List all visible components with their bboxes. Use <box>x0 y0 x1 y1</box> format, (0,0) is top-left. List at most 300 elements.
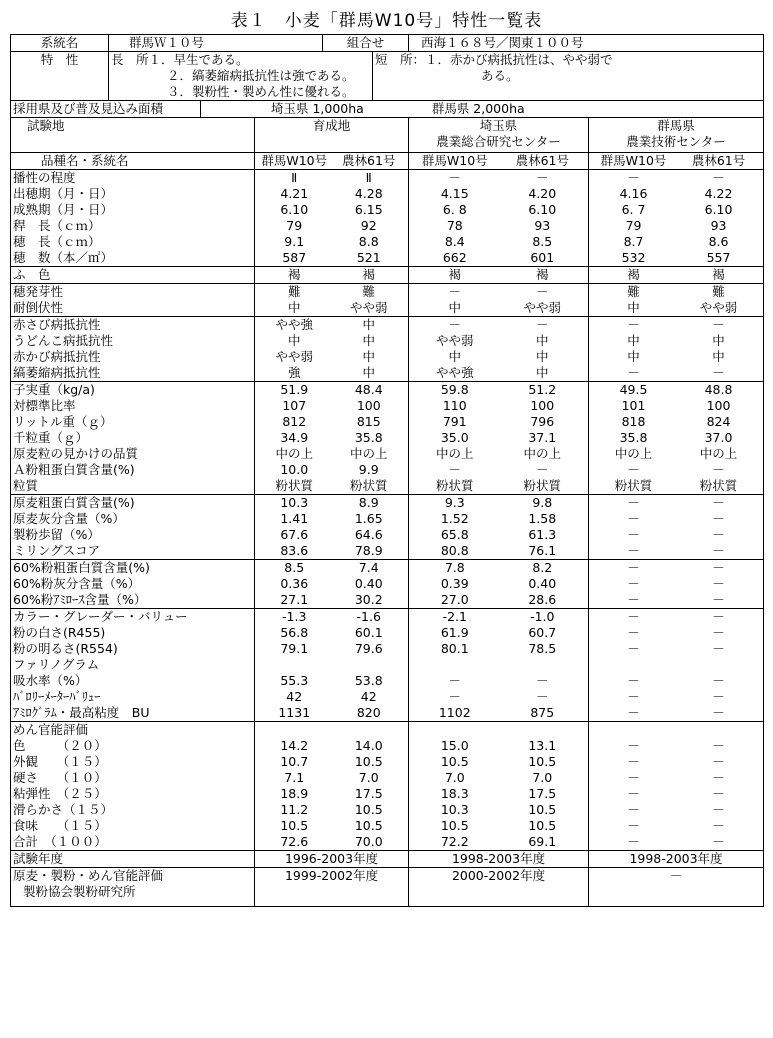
cell-value: 中 <box>536 349 549 364</box>
cell-value: 100 <box>356 398 381 413</box>
site-label: 試験地 <box>11 118 255 153</box>
cell-value: － <box>627 786 640 801</box>
table-row <box>11 802 764 818</box>
saitama-values <box>409 592 589 609</box>
gunma-values <box>589 770 764 786</box>
cell-value: 100 <box>530 398 555 413</box>
cell-value: 中 <box>287 333 301 348</box>
cell-value: － <box>448 170 462 185</box>
table-row <box>11 398 764 414</box>
gunma-values <box>589 186 764 202</box>
table-row <box>11 284 764 301</box>
cell-value: 7.4 <box>358 560 379 575</box>
cell-value: -1.0 <box>530 609 555 624</box>
cell-value: 18.3 <box>440 786 469 801</box>
breed-site-values <box>255 495 409 512</box>
cell-value: － <box>712 625 725 640</box>
variety-name: 農林61号 <box>515 153 569 168</box>
breed-site-values <box>255 738 409 754</box>
cell-value: 8.2 <box>532 560 553 575</box>
cell-value: 4.21 <box>280 186 309 201</box>
cell-value: 48.8 <box>704 382 733 397</box>
cell-value: － <box>712 673 725 688</box>
gunma-values <box>589 430 764 446</box>
row-label: 粒質 <box>11 478 255 495</box>
gunma-values <box>589 609 764 626</box>
cell-value: 11.2 <box>280 802 309 817</box>
row-label: 吸水率（%） <box>11 673 255 689</box>
cell-value: － <box>627 317 640 332</box>
saitama-values <box>409 689 589 705</box>
cell-value: -2.1 <box>442 609 467 624</box>
cell-value: 9.9 <box>358 462 379 477</box>
row-label: 赤かび病抵抗性 <box>11 349 255 365</box>
row-label: ﾊﾞﾛﾘｰﾒｰﾀｰﾊﾞﾘｭｰ <box>11 689 255 705</box>
table-row <box>11 170 764 187</box>
merit-item: 長 所１．早生である。 <box>111 52 249 67</box>
gunma-values <box>589 592 764 609</box>
cell-value: 27.0 <box>440 592 469 607</box>
cell-value: － <box>712 317 725 332</box>
cell-value: － <box>627 592 640 607</box>
eval-label <box>11 868 255 907</box>
cell-value: 107 <box>282 398 307 413</box>
cell-value: 92 <box>360 218 377 233</box>
saitama-values <box>409 560 589 577</box>
breed-site-values <box>255 365 409 382</box>
breed-site-values <box>255 625 409 641</box>
saitama-values <box>409 786 589 802</box>
cell-value: 1.52 <box>440 511 469 526</box>
cell-value: 0.40 <box>528 576 557 591</box>
breed-site-values <box>255 234 409 250</box>
cell-value: 10.5 <box>528 802 557 817</box>
saitama-values <box>409 511 589 527</box>
gunma-values <box>589 786 764 802</box>
cell-value: 褐 <box>712 267 725 282</box>
cell-value: やや強 <box>436 365 474 380</box>
table-row <box>11 495 764 512</box>
merit-item: ３．製粉性・製めん性に優れる。 <box>167 84 355 99</box>
row-label: 出穂期（月・日） <box>11 186 255 202</box>
cell-value: － <box>712 511 725 526</box>
saitama-values <box>409 802 589 818</box>
cell-value: 中 <box>448 349 462 364</box>
year-row <box>11 851 764 868</box>
cell-value: － <box>627 802 640 817</box>
table-row <box>11 786 764 802</box>
breed-site-values <box>255 722 409 739</box>
saitama-values <box>409 186 589 202</box>
page-title: 表１ 小麦「群馬W10号」特性一覧表 <box>230 11 543 31</box>
cell-value: － <box>712 495 725 510</box>
cell-value: やや弱 <box>275 349 313 364</box>
cell-value: 79.6 <box>354 641 383 656</box>
cell-value: 78.5 <box>528 641 557 656</box>
cell-value: -1.3 <box>282 609 307 624</box>
cell-value: 褐 <box>448 267 462 282</box>
saitama-values <box>409 527 589 543</box>
gunma-values <box>589 398 764 414</box>
year-breed: 1996-2003年度 <box>255 851 409 868</box>
cell-value: 76.1 <box>528 543 557 558</box>
saitama-values <box>409 218 589 234</box>
cell-value: 6.15 <box>354 202 383 217</box>
row-label: 粉の明るさ(R554) <box>11 641 255 657</box>
cell-value: やや強 <box>275 317 313 332</box>
saitama-values <box>409 609 589 626</box>
cell-value: 7.1 <box>284 770 305 785</box>
cell-value: － <box>712 592 725 607</box>
gunma-values <box>589 218 764 234</box>
cell-value: 中 <box>536 333 549 348</box>
saitama-values <box>409 576 589 592</box>
row-label: 食味 （１５） <box>11 818 255 834</box>
row-label: 成熟期（月・日） <box>11 202 255 218</box>
saitama-values <box>409 382 589 399</box>
area-gunma: 群馬県 2,000ha <box>431 101 525 116</box>
table-row <box>11 592 764 609</box>
gunma-values <box>589 300 764 317</box>
gunma-values <box>589 625 764 641</box>
cell-value: － <box>627 543 640 558</box>
cell-value: － <box>627 738 640 753</box>
area-row <box>11 101 764 118</box>
cell-value: － <box>627 170 640 185</box>
table-row <box>11 818 764 834</box>
cell-value: 9.8 <box>532 495 553 510</box>
gunma-values <box>589 446 764 462</box>
row-label: 60%粉粗蛋白質含量(%) <box>11 560 255 577</box>
cell-value: 中 <box>362 317 375 332</box>
breed-site-values <box>255 754 409 770</box>
cell-value: 78.9 <box>354 543 383 558</box>
cell-value: 中の上 <box>699 446 738 461</box>
row-label: Ａ粉粗蛋白質含量(%) <box>11 462 255 478</box>
row-label: 合計 （１００） <box>11 834 255 851</box>
cell-value: 粉状質 <box>349 478 388 493</box>
cell-value: － <box>712 754 725 769</box>
cell-value: 1131 <box>278 705 311 720</box>
gunma-values <box>589 802 764 818</box>
eval-row <box>11 868 764 907</box>
cell-value: － <box>627 560 640 575</box>
gunma-values <box>589 267 764 284</box>
cell-value: 10.5 <box>354 802 383 817</box>
cell-value: － <box>712 560 725 575</box>
cell-value: 1.58 <box>528 511 557 526</box>
gunma-values <box>589 818 764 834</box>
cell-value: － <box>712 609 725 624</box>
variety-name: 農林61号 <box>691 153 746 168</box>
table-row <box>11 705 764 722</box>
saitama-values <box>409 317 589 334</box>
cell-value: 10.7 <box>280 754 309 769</box>
cell-value: － <box>536 462 549 477</box>
cell-value: － <box>712 802 725 817</box>
eval-label-line: 製粉協会製粉研究所 <box>23 884 136 899</box>
saitama-values <box>409 250 589 267</box>
row-label: 60%粉ｱﾐﾛｰｽ含量（%） <box>11 592 255 609</box>
cell-value: 37.0 <box>704 430 733 445</box>
cell-value: 0.40 <box>354 576 383 591</box>
cell-value: 14.2 <box>280 738 309 753</box>
cell-value: 中 <box>627 333 640 348</box>
cell-value: 中 <box>448 300 462 315</box>
table-row <box>11 218 764 234</box>
table-row <box>11 689 764 705</box>
cell-value: 820 <box>356 705 381 720</box>
row-label: 千粒重（ｇ） <box>11 430 255 446</box>
cell-value: 27.1 <box>280 592 309 607</box>
breed-site-values <box>255 414 409 430</box>
cell-value: 褐 <box>362 267 375 282</box>
breed-site-values <box>255 446 409 462</box>
cell-value: 難 <box>712 284 725 299</box>
cell-value: 粉状質 <box>523 478 562 493</box>
cell-value: 中 <box>712 333 725 348</box>
saitama-values <box>409 300 589 317</box>
cell-value: 55.3 <box>280 673 309 688</box>
cell-value: 79 <box>625 218 642 233</box>
cell-value: 0.36 <box>280 576 309 591</box>
cell-value: 4.15 <box>440 186 469 201</box>
breed-site-values <box>255 657 409 673</box>
breed-site-values <box>255 576 409 592</box>
gunma-values <box>589 349 764 365</box>
cell-value: Ⅱ <box>365 170 372 185</box>
cell-value: 13.1 <box>528 738 557 753</box>
table-row <box>11 382 764 399</box>
cell-value: 35.0 <box>440 430 469 445</box>
cell-value: 8.4 <box>444 234 465 249</box>
gunma-values <box>589 673 764 689</box>
row-label: めん官能評価 <box>11 722 255 739</box>
gunma-values <box>589 382 764 399</box>
cell-value: 粉状質 <box>436 478 474 493</box>
cell-value: -1.6 <box>356 609 381 624</box>
saitama-values <box>409 738 589 754</box>
cell-value: 4.16 <box>619 186 648 201</box>
site-gunma-center: 農業技術センター <box>626 134 726 149</box>
saitama-values <box>409 462 589 478</box>
breed-site-values <box>255 641 409 657</box>
breed-site-values <box>255 382 409 399</box>
row-label: 耐倒伏性 <box>11 300 255 317</box>
breed-site-values <box>255 186 409 202</box>
cell-value: 557 <box>706 250 731 265</box>
row-label: ｱﾐﾛｸﾞﾗﾑ・最高粘度 BU <box>11 705 255 722</box>
cell-value: － <box>712 738 725 753</box>
cell-value: 28.6 <box>528 592 557 607</box>
variety-row <box>11 153 764 170</box>
cell-value: 815 <box>356 414 381 429</box>
table-row <box>11 770 764 786</box>
cell-value: 80.8 <box>440 543 469 558</box>
cell-value: － <box>448 689 462 704</box>
gunma-values <box>589 495 764 512</box>
saitama-values <box>409 333 589 349</box>
cell-value: 1.41 <box>280 511 309 526</box>
row-label: 外観 （１５） <box>11 754 255 770</box>
cell-value: － <box>627 462 640 477</box>
cell-value: 中 <box>536 365 549 380</box>
breed-site-values <box>255 609 409 626</box>
cell-value: 強 <box>287 365 301 380</box>
gunma-values <box>589 834 764 851</box>
gunma-values <box>589 543 764 560</box>
area-values <box>201 101 764 118</box>
cell-value: 9.1 <box>284 234 305 249</box>
cell-value: 8.6 <box>708 234 729 249</box>
breed-site-values <box>255 770 409 786</box>
cell-value: 48.4 <box>354 382 383 397</box>
eval-label-line: 原麦・製粉・めん官能評価 <box>13 868 164 883</box>
cell-value: 難 <box>627 284 640 299</box>
breed-site-values <box>255 349 409 365</box>
cell-value: 10.5 <box>354 818 383 833</box>
cell-value: － <box>712 689 725 704</box>
row-label: 縞萎縮病抵抗性 <box>11 365 255 382</box>
row-label: カラー・グレーダー・バリュー <box>11 609 255 626</box>
cell-value: 60.7 <box>528 625 557 640</box>
row-label: 稈 長（ｃｍ） <box>11 218 255 234</box>
variety-name: 群馬W10号 <box>261 153 328 168</box>
cell-value: 6. 7 <box>621 202 646 217</box>
cell-value: 15.0 <box>440 738 469 753</box>
site-saitama <box>409 118 589 153</box>
gunma-values <box>589 527 764 543</box>
cell-value: 30.2 <box>354 592 383 607</box>
saitama-values <box>409 495 589 512</box>
cell-value: 4.22 <box>704 186 733 201</box>
cell-value: － <box>712 527 725 542</box>
cell-value: － <box>536 689 549 704</box>
area-label: 採用県及び普及見込み面積 <box>11 101 201 118</box>
gunma-values <box>589 333 764 349</box>
variety-breed <box>255 153 409 170</box>
cell-value: 難 <box>362 284 375 299</box>
table-row <box>11 673 764 689</box>
table-row <box>11 202 764 218</box>
breed-site-values <box>255 170 409 187</box>
breed-site-values <box>255 802 409 818</box>
cell-value: － <box>448 462 462 477</box>
cell-value: 7.0 <box>358 770 379 785</box>
cell-value: 875 <box>530 705 555 720</box>
cell-value: 18.9 <box>280 786 309 801</box>
breed-site-values <box>255 705 409 722</box>
cell-value: 中の上 <box>349 446 388 461</box>
gunma-values <box>589 641 764 657</box>
cell-value: 中の上 <box>614 446 653 461</box>
cell-value: － <box>448 284 462 299</box>
breed-site-values <box>255 267 409 284</box>
cell-value: 7.0 <box>444 770 465 785</box>
cell-value: 7.8 <box>444 560 465 575</box>
cell-value: 4.28 <box>354 186 383 201</box>
cell-value: 中 <box>627 300 640 315</box>
saitama-values <box>409 170 589 187</box>
cell-value: － <box>536 673 549 688</box>
demerit-item: 短 所：１．赤かび病抵抗性は、やや弱で <box>375 52 613 67</box>
saitama-values <box>409 446 589 462</box>
breed-site-values <box>255 250 409 267</box>
cell-value: 10.3 <box>280 495 309 510</box>
row-label: 粘弾性 （２５） <box>11 786 255 802</box>
cell-value: 8.7 <box>623 234 644 249</box>
cell-value: － <box>536 284 549 299</box>
cell-value: － <box>712 705 725 720</box>
table-row <box>11 527 764 543</box>
cell-value: － <box>627 365 640 380</box>
cell-value: 10.5 <box>354 754 383 769</box>
cell-value: 1.65 <box>354 511 383 526</box>
cell-value: 0.39 <box>440 576 469 591</box>
cell-value: 65.8 <box>440 527 469 542</box>
cell-value: 10.5 <box>528 754 557 769</box>
cell-value: 42 <box>286 689 303 704</box>
table-row <box>11 186 764 202</box>
cell-value: － <box>627 641 640 656</box>
variety-saitama <box>409 153 589 170</box>
cell-value: やや弱 <box>699 300 738 315</box>
saitama-values <box>409 754 589 770</box>
cell-value: 532 <box>621 250 646 265</box>
gunma-values <box>589 560 764 577</box>
cell-value: － <box>627 673 640 688</box>
row-label: 原麦灰分含量（%） <box>11 511 255 527</box>
row-label: 穂 長（ｃｍ） <box>11 234 255 250</box>
site-row <box>11 118 764 153</box>
lineage-value: 群馬Ｗ１０号 <box>109 35 323 52</box>
row-label: 播性の程度 <box>11 170 255 187</box>
variety-name: 群馬W10号 <box>421 153 488 168</box>
saitama-values <box>409 202 589 218</box>
cell-value: 79 <box>286 218 303 233</box>
table-row <box>11 511 764 527</box>
cell-value: － <box>627 770 640 785</box>
gunma-values <box>589 705 764 722</box>
cell-value: － <box>627 754 640 769</box>
table-row <box>11 446 764 462</box>
saitama-values <box>409 673 589 689</box>
cell-value: 6.10 <box>280 202 309 217</box>
cell-value: 10.5 <box>440 818 469 833</box>
cell-value: 10.5 <box>440 754 469 769</box>
cell-value: － <box>712 641 725 656</box>
cell-value: 791 <box>442 414 467 429</box>
row-label: 粉の白さ(R455) <box>11 625 255 641</box>
cell-value: 中 <box>287 300 301 315</box>
row-label: 色 （２０） <box>11 738 255 754</box>
row-label: 製粉歩留（%） <box>11 527 255 543</box>
breed-site-values <box>255 511 409 527</box>
cell-value: 褐 <box>287 267 301 282</box>
cell-value: 70.0 <box>354 834 383 849</box>
cell-value: 818 <box>621 414 646 429</box>
site-gunma <box>589 118 764 153</box>
row-label: リットル重（ｇ） <box>11 414 255 430</box>
table-row <box>11 478 764 495</box>
saitama-values <box>409 625 589 641</box>
breed-site-values <box>255 284 409 301</box>
cell-value: 中 <box>627 349 640 364</box>
table-row <box>11 625 764 641</box>
cell-value: 褐 <box>627 267 640 282</box>
cell-value: 42 <box>360 689 377 704</box>
gunma-values <box>589 478 764 495</box>
